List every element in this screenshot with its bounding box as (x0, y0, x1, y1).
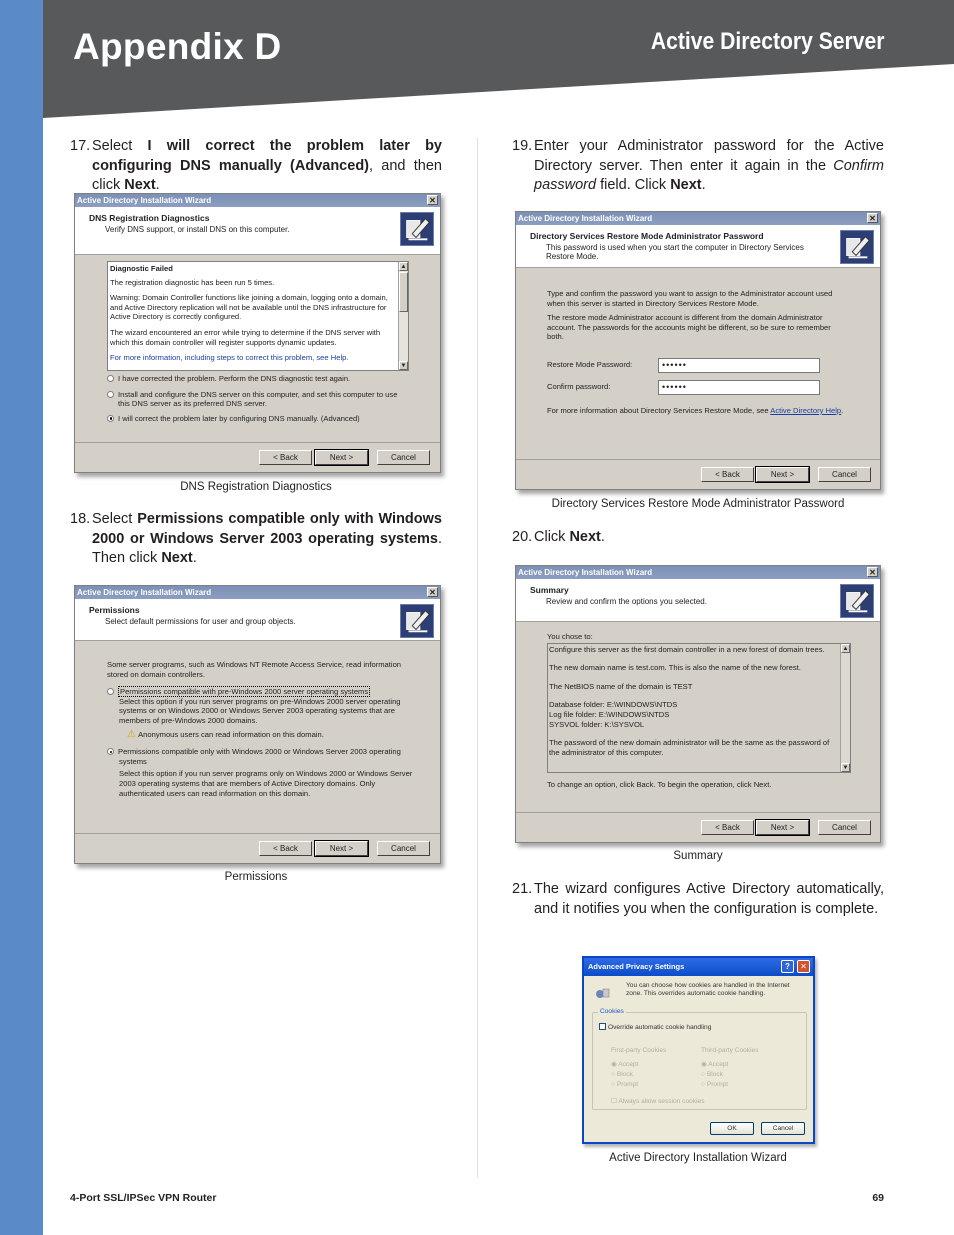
close-button[interactable]: ✕ (427, 587, 438, 597)
summary-textbox[interactable]: Configure this server as the first domain controller in a new forest of domain trees. The new domain name is test.com. This is also the name of the new forest. The NetBIOS name of the domain is TEST Database folder: E:\WINDOWS\NTDS Log file folder: E:\WINDOWS\NTDS SYSVOL folder: K:\SYSVOL The password of the new domain administrator will be the same as the password of the administrator of this computer. ▲ ▼ (547, 643, 851, 773)
dialog-title: Advanced Privacy Settings (588, 962, 685, 971)
back-button[interactable]: < Back (701, 820, 754, 835)
wizard-icon (400, 604, 434, 638)
step-19: 19. Enter your Administrator password for the Active Directory server. Then enter it again in the Confirm password field. Click Next. (512, 138, 884, 193)
footer-page-number: 69 (872, 1192, 884, 1204)
next-button[interactable]: Next > (315, 450, 368, 465)
ok-button[interactable]: OK (710, 1122, 754, 1135)
dialog-subheading: Review and confirm the options you selected. (546, 597, 707, 606)
step-18: 18. Select Permissions compatible only with Windows 2000 or Windows Server 2003 operating systems. Then click Next. (70, 511, 442, 566)
scrollbar[interactable]: ▲ ▼ (840, 644, 850, 772)
back-button[interactable]: < Back (259, 841, 312, 856)
dialog-title: Active Directory Installation Wizard (77, 588, 212, 597)
confirm-password-label: Confirm password: (547, 382, 611, 391)
cookies-groupbox: Cookies Override automatic cookie handling First-party Cookies Third-party Cookies ◉ Accept ○ Block ○ Prompt ◉ Accept ○ Block ○ Prompt ☐ Always allow session cookies (592, 1012, 807, 1110)
radio-manual-dns[interactable] (107, 415, 114, 422)
wizard-icon (400, 212, 434, 246)
override-checkbox-row[interactable]: Override automatic cookie handling (599, 1023, 711, 1031)
cancel-button[interactable]: Cancel (818, 820, 871, 835)
restore-password-label: Restore Mode Password: (547, 360, 633, 369)
dialog-heading: Summary (530, 585, 569, 595)
third-accept-option[interactable]: ◉ Accept (701, 1061, 729, 1068)
next-button[interactable]: Next > (315, 841, 368, 856)
back-button[interactable]: < Back (701, 467, 754, 482)
back-button[interactable]: < Back (259, 450, 312, 465)
radio-retest[interactable] (107, 375, 114, 382)
caption-permissions: Permissions (224, 871, 288, 883)
column-divider (477, 138, 478, 1178)
dialog-heading: Permissions (89, 605, 140, 615)
caption-dns: DNS Registration Diagnostics (180, 481, 332, 493)
diagnostic-textbox[interactable]: Diagnostic Failed The registration diagnostic has been run 5 times. Warning: Domain Controller functions like joining a domain, logging onto a domain, and Active Directory replication will not be available until the DNS infrastructure for Active Directory is correctly configured. The wizard encountered an error while trying to determine if the DNS server with which this domain controller will register supports dynamic updates. For more information, including steps to correct this problem, see Help. ▲ ▼ (107, 261, 409, 371)
page-header (43, 0, 954, 118)
dialog-subheading: Verify DNS support, or install DNS on this computer. (105, 225, 290, 234)
step-20: 20. Click Next. (512, 529, 605, 545)
dialog-heading: Directory Services Restore Mode Administrator Password (530, 231, 764, 241)
close-button[interactable]: ✕ (867, 567, 878, 577)
cancel-button[interactable]: Cancel (377, 450, 430, 465)
option-install-dns[interactable]: Install and configure the DNS server on this computer, and set this computer to use this DNS server as its preferred DNS server. (107, 390, 407, 409)
close-button[interactable]: ✕ (427, 195, 438, 205)
third-block-option[interactable]: ○ Block (701, 1071, 723, 1078)
appendix-title: Appendix D (73, 26, 282, 67)
override-checkbox[interactable] (599, 1023, 606, 1030)
option-windows-2000-only[interactable]: Permissions compatible only with Windows 2000 or Windows Server 2003 operating systems (107, 747, 415, 766)
radio-install-dns[interactable] (107, 391, 114, 398)
caption-summary: Summary (673, 850, 723, 862)
dialog-title: Active Directory Installation Wizard (518, 568, 653, 577)
warning-icon: ⚠ (127, 728, 136, 740)
cancel-button[interactable]: Cancel (818, 467, 871, 482)
dialog-subheading: Select default permissions for user and group objects. (105, 617, 296, 626)
restore-password-dialog: Active Directory Installation Wizard ✕ Directory Services Restore Mode Administrator Password This password is used when you start the computer in Directory Services Restore Mode. Type and confirm the password you want to assign to the Administrator account used when this server is started in Directory Services Restore Mode. The restore mode Administrator account is different from the domain Administrator account. The passwords for the accounts might be different, so be sure to remember both. Restore Mode Password: •••••• Confirm password: •••••• For more information about Directory Services Restore Mode, see Active Directory Help. < Back Next > Cancel (515, 211, 881, 490)
privacy-icon (594, 986, 610, 1000)
cancel-button[interactable]: Cancel (377, 841, 430, 856)
help-button[interactable]: ? (781, 960, 794, 973)
first-prompt-option[interactable]: ○ Prompt (611, 1081, 639, 1088)
step-17: 17. Select I will correct the problem later by configuring DNS manually (Advanced), and then click Next. (70, 138, 442, 193)
restore-password-input[interactable]: •••••• (658, 358, 820, 373)
dialog-subheading: This password is used when you start the computer in Directory Services Restore Mode. (546, 243, 804, 261)
permissions-dialog: Active Directory Installation Wizard ✕ Permissions Select default permissions for user and group objects. Some server programs, such as Windows NT Remote Access Service, read information stored on domain controllers. Permissions compatible with pre-Windows 2000 server operating systems Select this option if you run server programs on pre-Windows 2000 server operating systems or on Windows 2000 or Windows Server 2003 operating systems that are members of pre-Windows 2000 domains. ⚠ Anonymous users can read information on this domain. Permissions compatible only with Windows 2000 or Windows Server 2003 operating systems Select this option if you run server programs only on Windows 2000 or Windows Server 2003 operating systems that are members of Active Directory domains. Only authenticated users can read information on this domain. < Back Next > Cancel (74, 585, 441, 864)
scrollbar[interactable]: ▲ ▼ (398, 262, 408, 370)
close-button[interactable]: ✕ (867, 213, 878, 223)
summary-dialog: Active Directory Installation Wizard ✕ Summary Review and confirm the options you selected. You chose to: Configure this server as the first domain controller in a new forest of domain trees. The new domain name is test.com. This is also the name of the new forest. The NetBIOS name of the domain is TEST Database folder: E:\WINDOWS\NTDS Log file folder: E:\WINDOWS\NTDS SYSVOL folder: K:\SYSVOL The password of the new domain administrator will be the same as the password of the administrator of this computer. ▲ ▼ To change an option, click Back. To begin the operation, click Next. < Back Next > Cancel (515, 565, 881, 843)
option-pre-windows-2000[interactable]: Permissions compatible with pre-Windows 2000 server operating systems (107, 687, 415, 697)
footer-product: 4-Port SSL/IPSec VPN Router (70, 1192, 217, 1204)
first-block-option[interactable]: ○ Block (611, 1071, 633, 1078)
first-party-options (611, 1060, 638, 1090)
wizard-icon (840, 230, 874, 264)
active-directory-help-link[interactable]: Active Directory Help (770, 406, 842, 415)
option-manual-dns[interactable]: I will correct the problem later by configuring DNS manually. (Advanced) (107, 414, 407, 424)
third-prompt-option[interactable]: ○ Prompt (701, 1081, 729, 1088)
first-accept-option[interactable]: ◉ Accept (611, 1061, 639, 1068)
session-cookies-row[interactable]: ☐ Always allow session cookies (611, 1098, 705, 1105)
next-button[interactable]: Next > (756, 467, 809, 482)
wizard-icon (840, 584, 874, 618)
close-button[interactable]: ✕ (797, 960, 810, 973)
third-party-options (701, 1060, 728, 1090)
cancel-button[interactable]: Cancel (761, 1122, 805, 1135)
option-retest[interactable]: I have corrected the problem. Perform the DNS diagnostic test again. (107, 374, 407, 384)
radio-pre-windows-2000[interactable] (107, 688, 114, 695)
caption-password: Directory Services Restore Mode Administrator Password (551, 498, 845, 510)
step-21: 21. The wizard configures Active Directory automatically, and it notifies you when the configuration is complete. (512, 881, 884, 917)
dialog-title: Active Directory Installation Wizard (77, 196, 212, 205)
next-button[interactable]: Next > (756, 820, 809, 835)
dialog-title: Active Directory Installation Wizard (518, 214, 653, 223)
anonymous-warning: ⚠ Anonymous users can read information on this domain. (127, 728, 324, 740)
side-accent-bar (0, 0, 43, 1235)
dialog-heading: DNS Registration Diagnostics (89, 213, 210, 223)
section-title: Active Directory Server (650, 28, 884, 55)
confirm-password-input[interactable]: •••••• (658, 380, 820, 395)
dns-diagnostics-dialog (74, 193, 441, 473)
you-chose-label: You chose to: (547, 632, 593, 641)
advanced-privacy-dialog: Advanced Privacy Settings ? ✕ You can choose how cookies are handled in the Internet zone. This overrides automatic cookie handling. Cookies Override automatic cookie handling First-party Cookies Third-party Cookies ◉ Accept ○ Block ○ Prompt ◉ Accept ○ Block ○ Prompt ☐ Always allow session cookies OK Cancel (582, 956, 815, 1144)
radio-windows-2000-only[interactable] (107, 748, 114, 755)
caption-wizard: Active Directory Installation Wizard (609, 1152, 787, 1164)
help-text: For more information about Directory Services Restore Mode, see Active Directory Help. (547, 406, 844, 415)
